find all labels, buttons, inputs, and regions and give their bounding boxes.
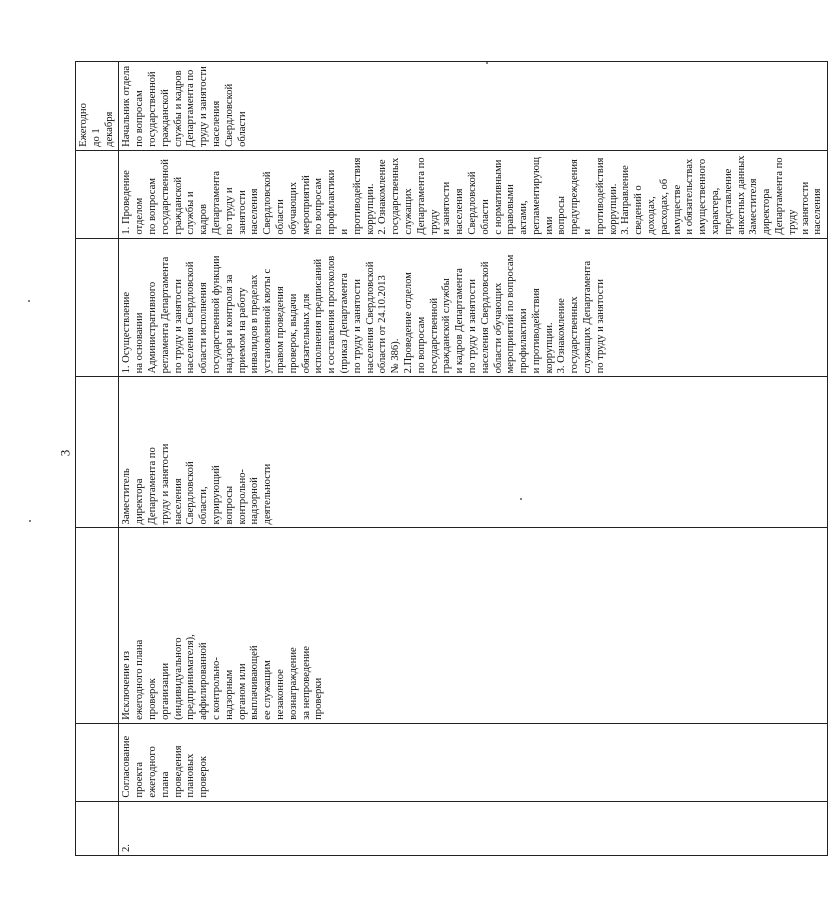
actions-cell: 1. Проведение отделом по вопросам государственной гражданской службы и кадров Департамента по труду и занятости населения Свердловской области обучающих мероприятий по вопросам профилактики и противодействия коррупции. 2. Ознакомление государственных служащих Департамента по труду и занятости населения Свердловской области с нормативными правовыми актами, регламентирующими вопросы предупреждения и противодействия коррупции. 3. Направление сведений о доходах, расходах, об имуществе и обязательствах имущественного характера, представление анкетных данных Заместителя директора Департамента по труду и занятости населения — [119, 150, 828, 238]
process-cell: Согласование проекта ежегодного плана проведения плановых проверок — [119, 723, 828, 801]
scan-speck — [486, 62, 488, 64]
table-cell — [76, 723, 119, 801]
table-cell — [76, 377, 119, 528]
table-row — [76, 62, 119, 856]
measures-table — [75, 61, 828, 856]
table-cell: Ежегодно до 1 декабря — [76, 62, 119, 151]
table-cell — [76, 238, 119, 377]
risk-cell: Исключение из ежегодного плана проверок организации (индивидуального предпринимателя), аффилированной с контрольно- надзорным органом или выплачивающей ее служащим незаконное вознаграждение за непроведение проверки — [119, 528, 828, 723]
measures-cell: 1. Осуществление на основании Административного регламента Департамента по труду и занятости населения Свердловской области исполнения государственной функции надзора и контроля за приемом на работу инвалидов в пределах установленной квоты с правом проведения проверок, выдачи обязательных для исполнения предписаний и составления протоколов (приказ Департамента по труду и занятости населения Свердловской области от 24.10.2013 № 386). 2.Проведение отделом по вопросам государственной гражданской службы и кадров Департамента по труду и занятости населения Свердловской области обучающих мероприятий по вопросам профилактики и противодействия коррупции. 3. Ознакомление государственных служащих Департамента по труду и занятости — [119, 238, 828, 377]
table-cell — [76, 528, 119, 723]
page-number: 3 — [57, 449, 73, 457]
position-cell: Заместитель директора Департамента по труду и занятости населения Свердловской области, курирующий вопросы контрольно- надзорной деятельности — [119, 377, 828, 528]
scan-speck — [29, 520, 31, 522]
scan-speck — [520, 498, 522, 500]
rotated-table-container — [75, 61, 824, 856]
scan-speck — [28, 300, 30, 302]
table-cell — [76, 801, 119, 855]
table-row — [119, 62, 828, 856]
responsible-cell: Начальник отдела по вопросам государственной гражданской службы и кадров Департамента по труду и занятости населения Свердловской области — [119, 62, 828, 151]
table-cell — [76, 150, 119, 238]
row-number-cell: 2. — [119, 801, 828, 855]
